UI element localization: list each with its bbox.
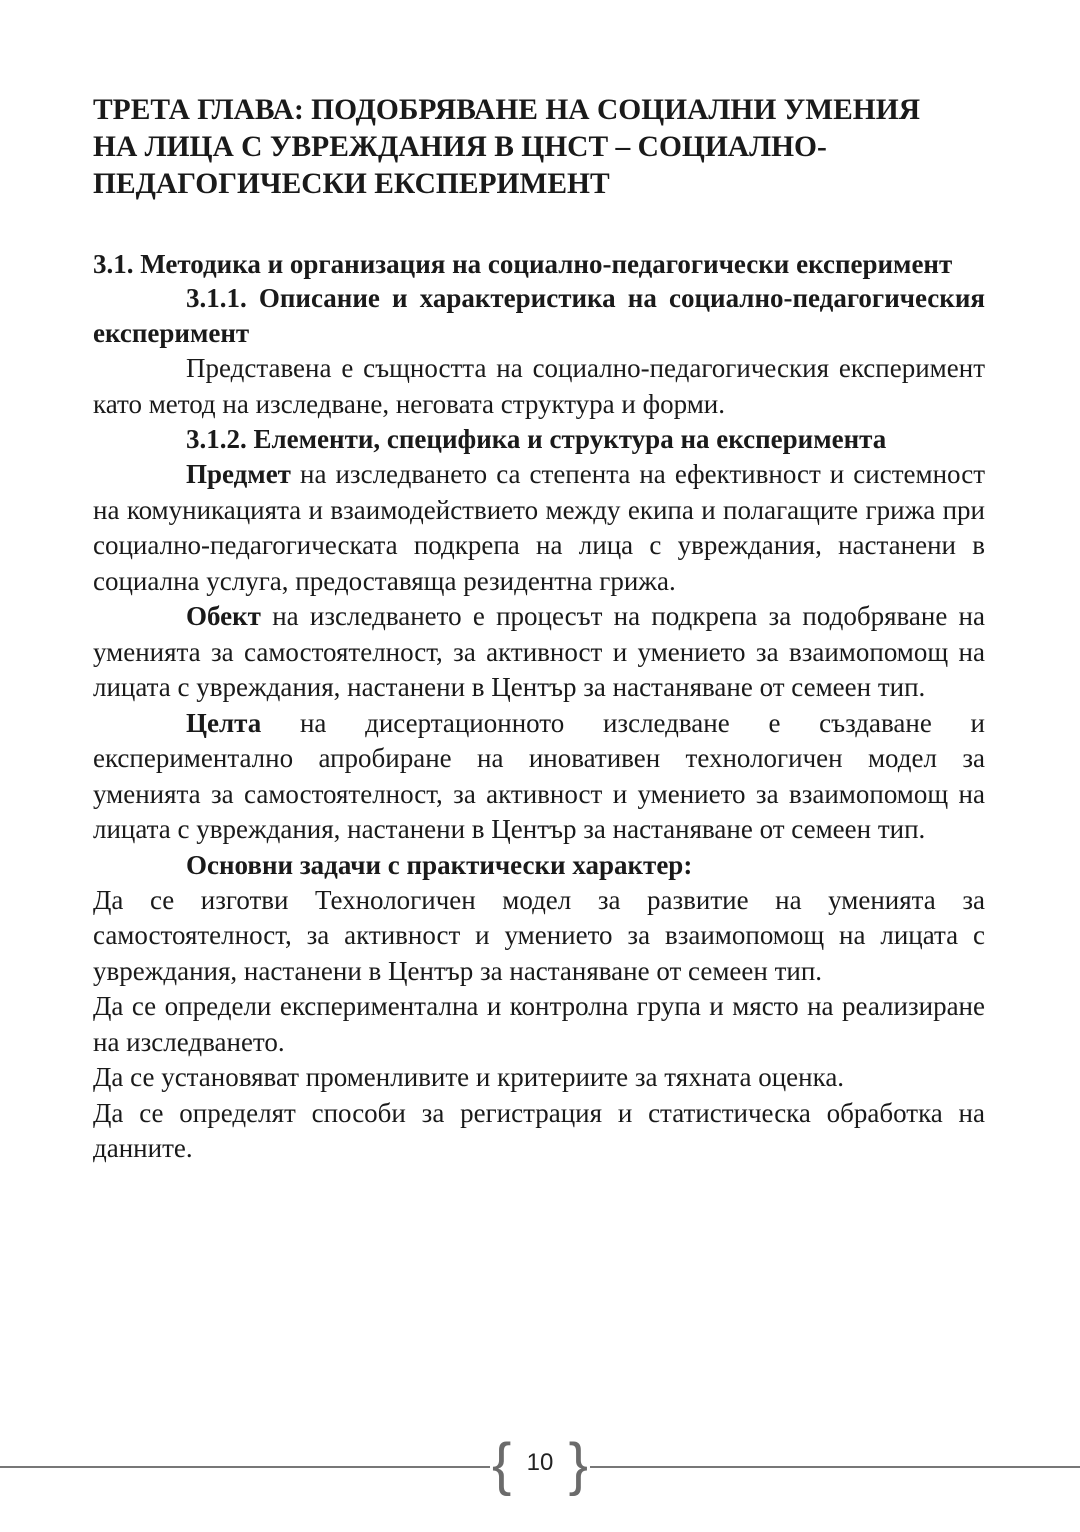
goal-paragraph <box>93 706 985 848</box>
chapter-title-line-2: НА ЛИЦА С УВРЕЖДАНИЯ В ЦНСТ – СОЦИАЛНО- <box>93 131 827 163</box>
subsection-3-1-1-text: Представена е същността на социално-педагогическия експеримент като метод на изследване, неговата структура и форми. <box>93 353 985 419</box>
object-text: на изследването е процесът на подкрепа за подобряване на уменията за самостоятелност, за активност и умението за взаимопомощ на лицата с увреждания, настанени в Център за настаняване от семеен тип. <box>93 601 985 702</box>
task-item: Да се определят способи за регистрация и статистическа обработка на данните. <box>93 1097 985 1163</box>
right-brace-icon: } <box>568 1432 588 1497</box>
task-item: Да се установяват променливите и критериите за тяхната оценка. <box>93 1062 845 1092</box>
section-heading-3-1: 3.1. Методика и организация на социално-педагогически експеримент <box>93 249 953 279</box>
page-content <box>93 92 985 1167</box>
subsection-heading-3-1-2: 3.1.2. Елементи, специфика и структура на експеримента <box>186 424 887 454</box>
goal-label: Целта <box>186 707 262 738</box>
left-brace-icon: { <box>492 1432 512 1497</box>
chapter-title-line-1: ТРЕТА ГЛАВА: ПОДОБРЯВАНЕ НА СОЦИАЛНИ УМЕНИЯ <box>93 94 921 126</box>
task-item: Да се изготви Технологичен модел за развитие на уменията за самостоятелност, за активност и умението за взаимопомощ на лицата с увреждания, настанени в Център за настаняване от семеен тип. <box>93 884 985 986</box>
subject-label: Предмет <box>186 459 291 489</box>
goal-text: на дисертационното изследване е създаване и експериментално апробиране на иновативен технологичен модел за уменията за самостоятелност, за активност и умението за взаимопомощ на лицата с увреждания, настанени в Център за настаняване от семеен тип. <box>93 707 985 844</box>
chapter-title-line-3: ПЕДАГОГИЧЕСКИ ЕКСПЕРИМЕНТ <box>93 168 610 200</box>
chapter-title <box>93 92 985 203</box>
footer-line-right <box>590 1466 1080 1468</box>
subject-text: на изследването са степента на ефективност и системност на комуникацията и взаимодействието между екипа и полагащите грижа при социално-педагогическата подкрепа на лица с увреждания, настанени в социална услуга, предоставяща резидентна грижа. <box>93 459 985 596</box>
page-number-box <box>492 1432 588 1497</box>
subject-paragraph <box>93 457 985 599</box>
page-number: 10 <box>526 1449 554 1476</box>
tasks-heading: Основни задачи с практически характер: <box>186 849 693 880</box>
object-label: Обект <box>186 601 261 631</box>
task-item: Да се определи експериментална и контролна група и място на реализиране на изследването. <box>93 991 985 1057</box>
subsection-heading-3-1-1: 3.1.1. Описание и характеристика на социално-педагогическия експеримент <box>93 283 985 348</box>
footer-line-left <box>0 1466 490 1468</box>
object-paragraph <box>93 599 985 706</box>
